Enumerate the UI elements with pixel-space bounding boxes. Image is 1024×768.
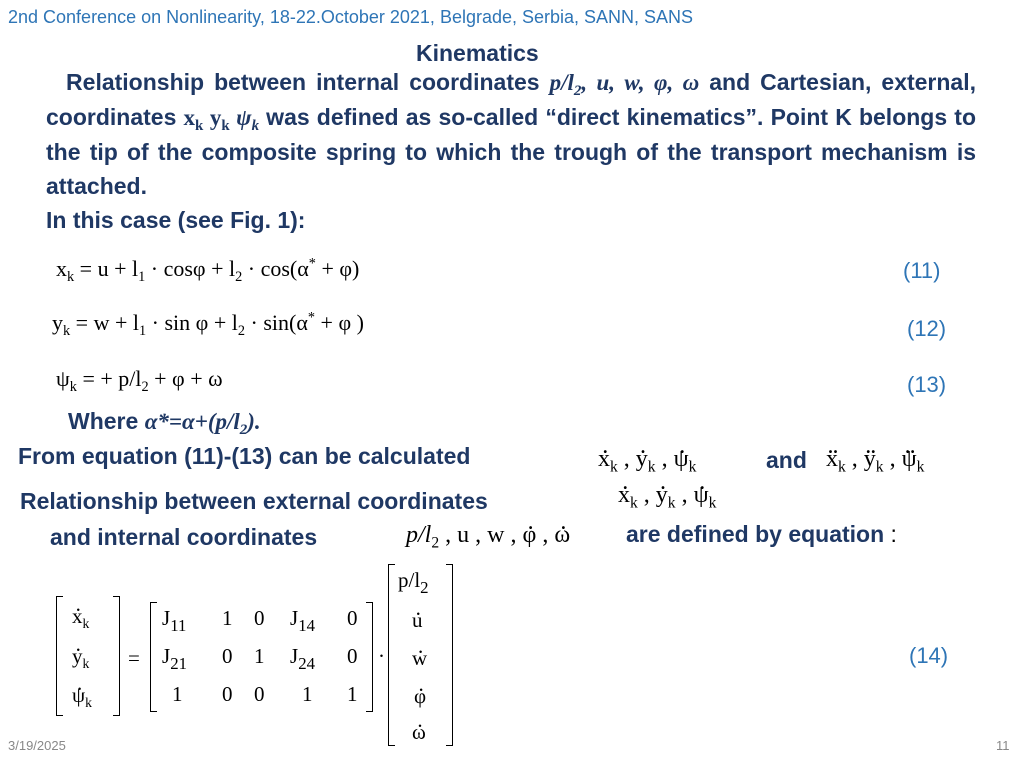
jac-bracket-right	[366, 602, 373, 712]
where-line	[68, 408, 261, 439]
and-text: and	[766, 447, 807, 473]
jac-bracket-left	[150, 602, 157, 712]
rhs-omega: ω .	[412, 720, 426, 745]
equals-sign: =	[128, 646, 140, 670]
relationship-line-2: and internal coordinates	[50, 524, 318, 550]
var-psik: $\psi_k$	[229, 105, 260, 135]
lhs-psik: ψ $._k$	[72, 683, 92, 708]
defined-text: are defined by equation :	[626, 521, 897, 547]
jac-J24: $J_{24}$	[290, 644, 315, 673]
para-text-4: In this case (see Fig. 1):	[46, 207, 306, 233]
conference-header: 2nd Conference on Nonlinearity, 18-22.October 2021, Belgrade, Serbia, SANN, SANS	[8, 7, 694, 27]
var-uw: , u, w, φ, ω	[581, 70, 700, 95]
internal-velocities: $p/l_2$ , u , w , φ . , ω .	[406, 522, 570, 549]
slide-title: Kinematics	[416, 40, 539, 66]
jac-r3c5: 1	[347, 682, 358, 706]
multiply-dot: ·	[378, 644, 385, 668]
jac-r1c3: 0	[254, 606, 265, 630]
jac-r3c4: 1	[302, 682, 313, 706]
var-pl2: $p/l_2$	[549, 70, 582, 100]
external-velocities: x $._k$ , y $._k$ , ψ $._k$	[618, 482, 716, 509]
equation-12: $y_k = w + l_1 \cdot \sin \varphi + l_2 \cdot \sin(\alpha^* + \varphi$ )	[52, 309, 364, 339]
jac-r1c5: 0	[347, 606, 358, 630]
var-yk: $y_k$	[203, 105, 230, 135]
jac-r1c2: 1	[222, 606, 233, 630]
equation-13: $\psi_k$ = + $p/l_2 + \varphi + \omega$	[56, 366, 223, 395]
jac-r2c3: 1	[254, 644, 265, 668]
jac-r3c2: 0	[222, 682, 233, 706]
rhs-pl2: $p/l_2$	[398, 568, 429, 597]
lhs-yk: y $._k$	[72, 644, 89, 669]
rhs-phi: φ .	[414, 684, 426, 709]
equation-number-12: (12)	[907, 316, 947, 341]
rhs-bracket-left	[388, 564, 395, 746]
para-text-1: Relationship between internal coordinates	[66, 69, 550, 95]
equation-number-13: (13)	[907, 372, 947, 397]
where-label: Where	[68, 408, 145, 434]
equation-11: $x_k = u + l_1 \cdot \cos\varphi + l_2 \cdot \cos(\alpha^* + \varphi)$	[56, 255, 360, 285]
footer-date: 3/19/2025	[8, 738, 66, 753]
lhs-xk: x $._k$	[72, 604, 89, 629]
relationship-line-1: Relationship between external coordinates	[20, 488, 488, 514]
footer-page-number: 11	[996, 738, 1010, 753]
calc-text: From equation (11)-(13) can be calculated	[18, 443, 471, 469]
jac-r2c2: 0	[222, 644, 233, 668]
lhs-bracket-right	[113, 596, 120, 716]
rhs-u: u .	[412, 608, 423, 633]
jac-J14: $J_{14}$	[290, 606, 315, 635]
alpha-star-def: $\alpha*=\alpha+(p/l_2)$.	[144, 409, 261, 439]
equation-number-11: (11)	[903, 258, 941, 283]
first-derivatives: x $._k$ , y $._k$ , ψ $._k$	[598, 446, 696, 473]
para-text-3: was defined as so-called “direct kinematics”. Point K belongs to the tip of the composite spring to which the trough of the transport mechanism is attached.	[46, 104, 977, 199]
rhs-w: w .	[412, 646, 427, 671]
para-text-2: and Cartesian, external, coordinates	[46, 69, 977, 130]
jac-J21: $J_{21}$	[162, 644, 187, 673]
rhs-bracket-right	[446, 564, 453, 746]
lhs-bracket-left	[56, 596, 63, 716]
jac-r2c5: 0	[347, 644, 358, 668]
jac-r3c3: 0	[254, 682, 265, 706]
second-derivatives: x $.._k$ , y $.._k$ , ψ $.._k$	[826, 446, 924, 473]
var-xk: $x_k$	[183, 105, 204, 135]
intro-paragraph	[46, 65, 976, 237]
jac-J11: $J_{11}$	[162, 606, 187, 635]
equation-number-14: (14)	[909, 643, 949, 668]
jac-r3c1: 1	[172, 682, 183, 706]
